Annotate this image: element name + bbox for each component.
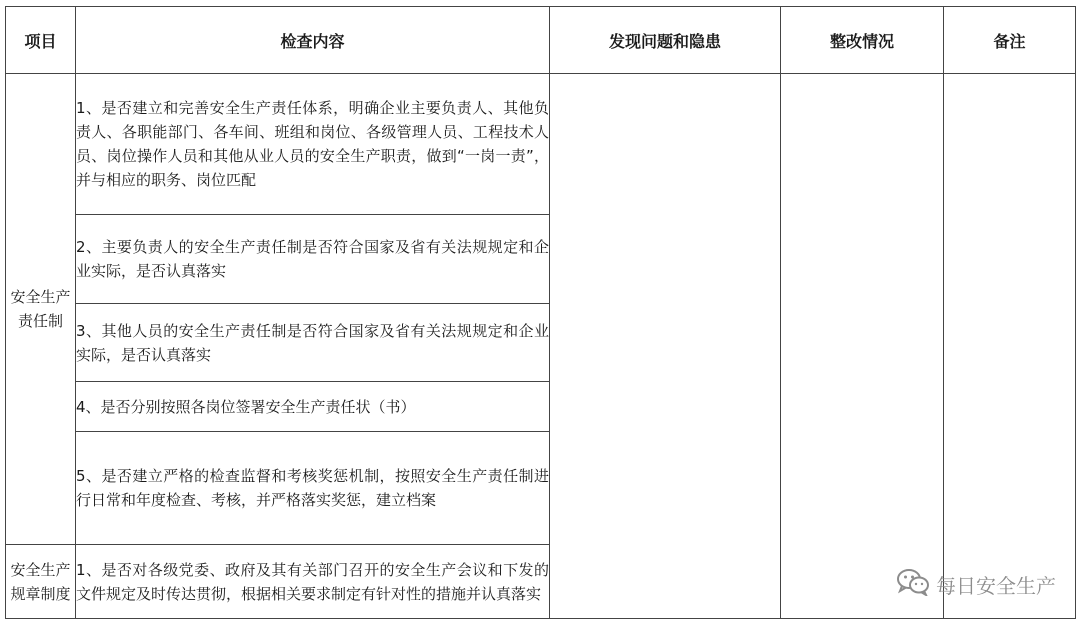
check-item: 5、是否建立严格的检查监督和考核奖惩机制，按照安全生产责任制进行日常和年度检查、考核，并严格落实奖惩，建立档案 xyxy=(76,432,550,545)
header-rectification: 整改情况 xyxy=(781,7,944,74)
check-item: 1、是否对各级党委、政府及其有关部门召开的安全生产会议和下发的文件规定及时传达贯彻，根据相关要求制定有针对性的措施并认真落实 xyxy=(76,545,550,619)
safety-checklist-table xyxy=(5,6,1076,619)
remarks-cell xyxy=(944,74,1076,619)
header-item: 项目 xyxy=(6,7,76,74)
watermark xyxy=(896,568,1056,601)
header-issues: 发现问题和隐患 xyxy=(550,7,781,74)
issues-cell xyxy=(550,74,781,619)
table-header-row xyxy=(6,7,1076,74)
category-cell: 安全生产责任制 xyxy=(6,74,76,545)
check-item: 2、主要负责人的安全生产责任制是否符合国家及省有关法规规定和企业实际，是否认真落实 xyxy=(76,215,550,304)
header-content: 检查内容 xyxy=(76,7,550,74)
category-cell: 安全生产规章制度 xyxy=(6,545,76,619)
check-item: 3、其他人员的安全生产责任制是否符合国家及省有关法规规定和企业实际，是否认真落实 xyxy=(76,304,550,382)
check-item: 4、是否分别按照各岗位签署安全生产责任状（书） xyxy=(76,382,550,432)
header-remarks: 备注 xyxy=(944,7,1076,74)
wechat-icon xyxy=(896,568,930,601)
rectification-cell xyxy=(781,74,944,619)
table-row xyxy=(6,74,1076,215)
check-item: 1、是否建立和完善安全生产责任体系，明确企业主要负责人、其他负责人、各职能部门、各车间、班组和岗位、各级管理人员、工程技术人员、岗位操作人员和其他从业人员的安全生产职责，做到“一岗一责”，并与相应的职务、岗位匹配 xyxy=(76,74,550,215)
watermark-text: 每日安全生产 xyxy=(936,574,1056,598)
